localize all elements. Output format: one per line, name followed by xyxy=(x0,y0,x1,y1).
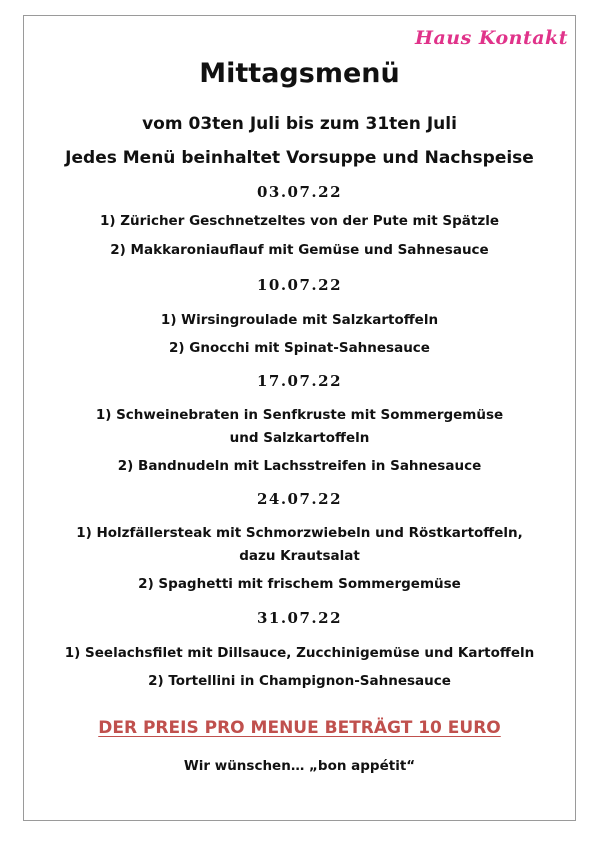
week-date: 17.07.22 xyxy=(256,372,343,390)
menu-item: 2) Gnocchi mit Spinat-Sahnesauce xyxy=(169,340,430,356)
date-range: vom 03ten Juli bis zum 31ten Juli xyxy=(142,114,457,134)
week-date: 03.07.22 xyxy=(256,183,343,201)
menu-item: 2) Bandnudeln mit Lachsstreifen in Sahnesauce xyxy=(117,458,482,474)
menu-item-continued: dazu Krautsalat xyxy=(239,548,360,564)
menu-item: 2) Spaghetti mit frischem Sommergemüse xyxy=(138,576,461,592)
price-text: DER PREIS PRO MENUE BETRÄGT 10 EURO xyxy=(98,718,501,738)
menu-item: 1) Holzfällersteak mit Schmorzwiebeln und Röstkartoffeln, xyxy=(76,525,523,541)
price-notice xyxy=(23,718,576,738)
menu-note: Jedes Menü beinhaltet Vorsuppe und Nachspeise xyxy=(65,148,534,168)
menu-item: 1) Seelachsfilet mit Dillsauce, Zucchinigemüse und Kartoffeln xyxy=(64,645,535,661)
menu-item: 2) Tortellini in Champignon-Sahnesauce xyxy=(148,673,451,689)
menu-item: 1) Schweinebraten in Senfkruste mit Sommergemüse xyxy=(95,407,504,423)
brand-logo: Haus Kontakt xyxy=(415,27,568,49)
page-title: Mittagsmenü xyxy=(199,58,400,89)
week-date: 24.07.22 xyxy=(256,490,343,508)
menu-item: 1) Züricher Geschnetzeltes von der Pute mit Spätzle xyxy=(100,213,499,229)
closing-wish: Wir wünschen… „bon appétit“ xyxy=(183,758,416,774)
week-date: 10.07.22 xyxy=(256,276,343,294)
menu-item: 1) Wirsingroulade mit Salzkartoffeln xyxy=(160,312,439,328)
week-date: 31.07.22 xyxy=(256,609,343,627)
menu-item-continued: und Salzkartoffeln xyxy=(229,430,370,446)
menu-item: 2) Makkaroniauflauf mit Gemüse und Sahnesauce xyxy=(110,242,489,258)
